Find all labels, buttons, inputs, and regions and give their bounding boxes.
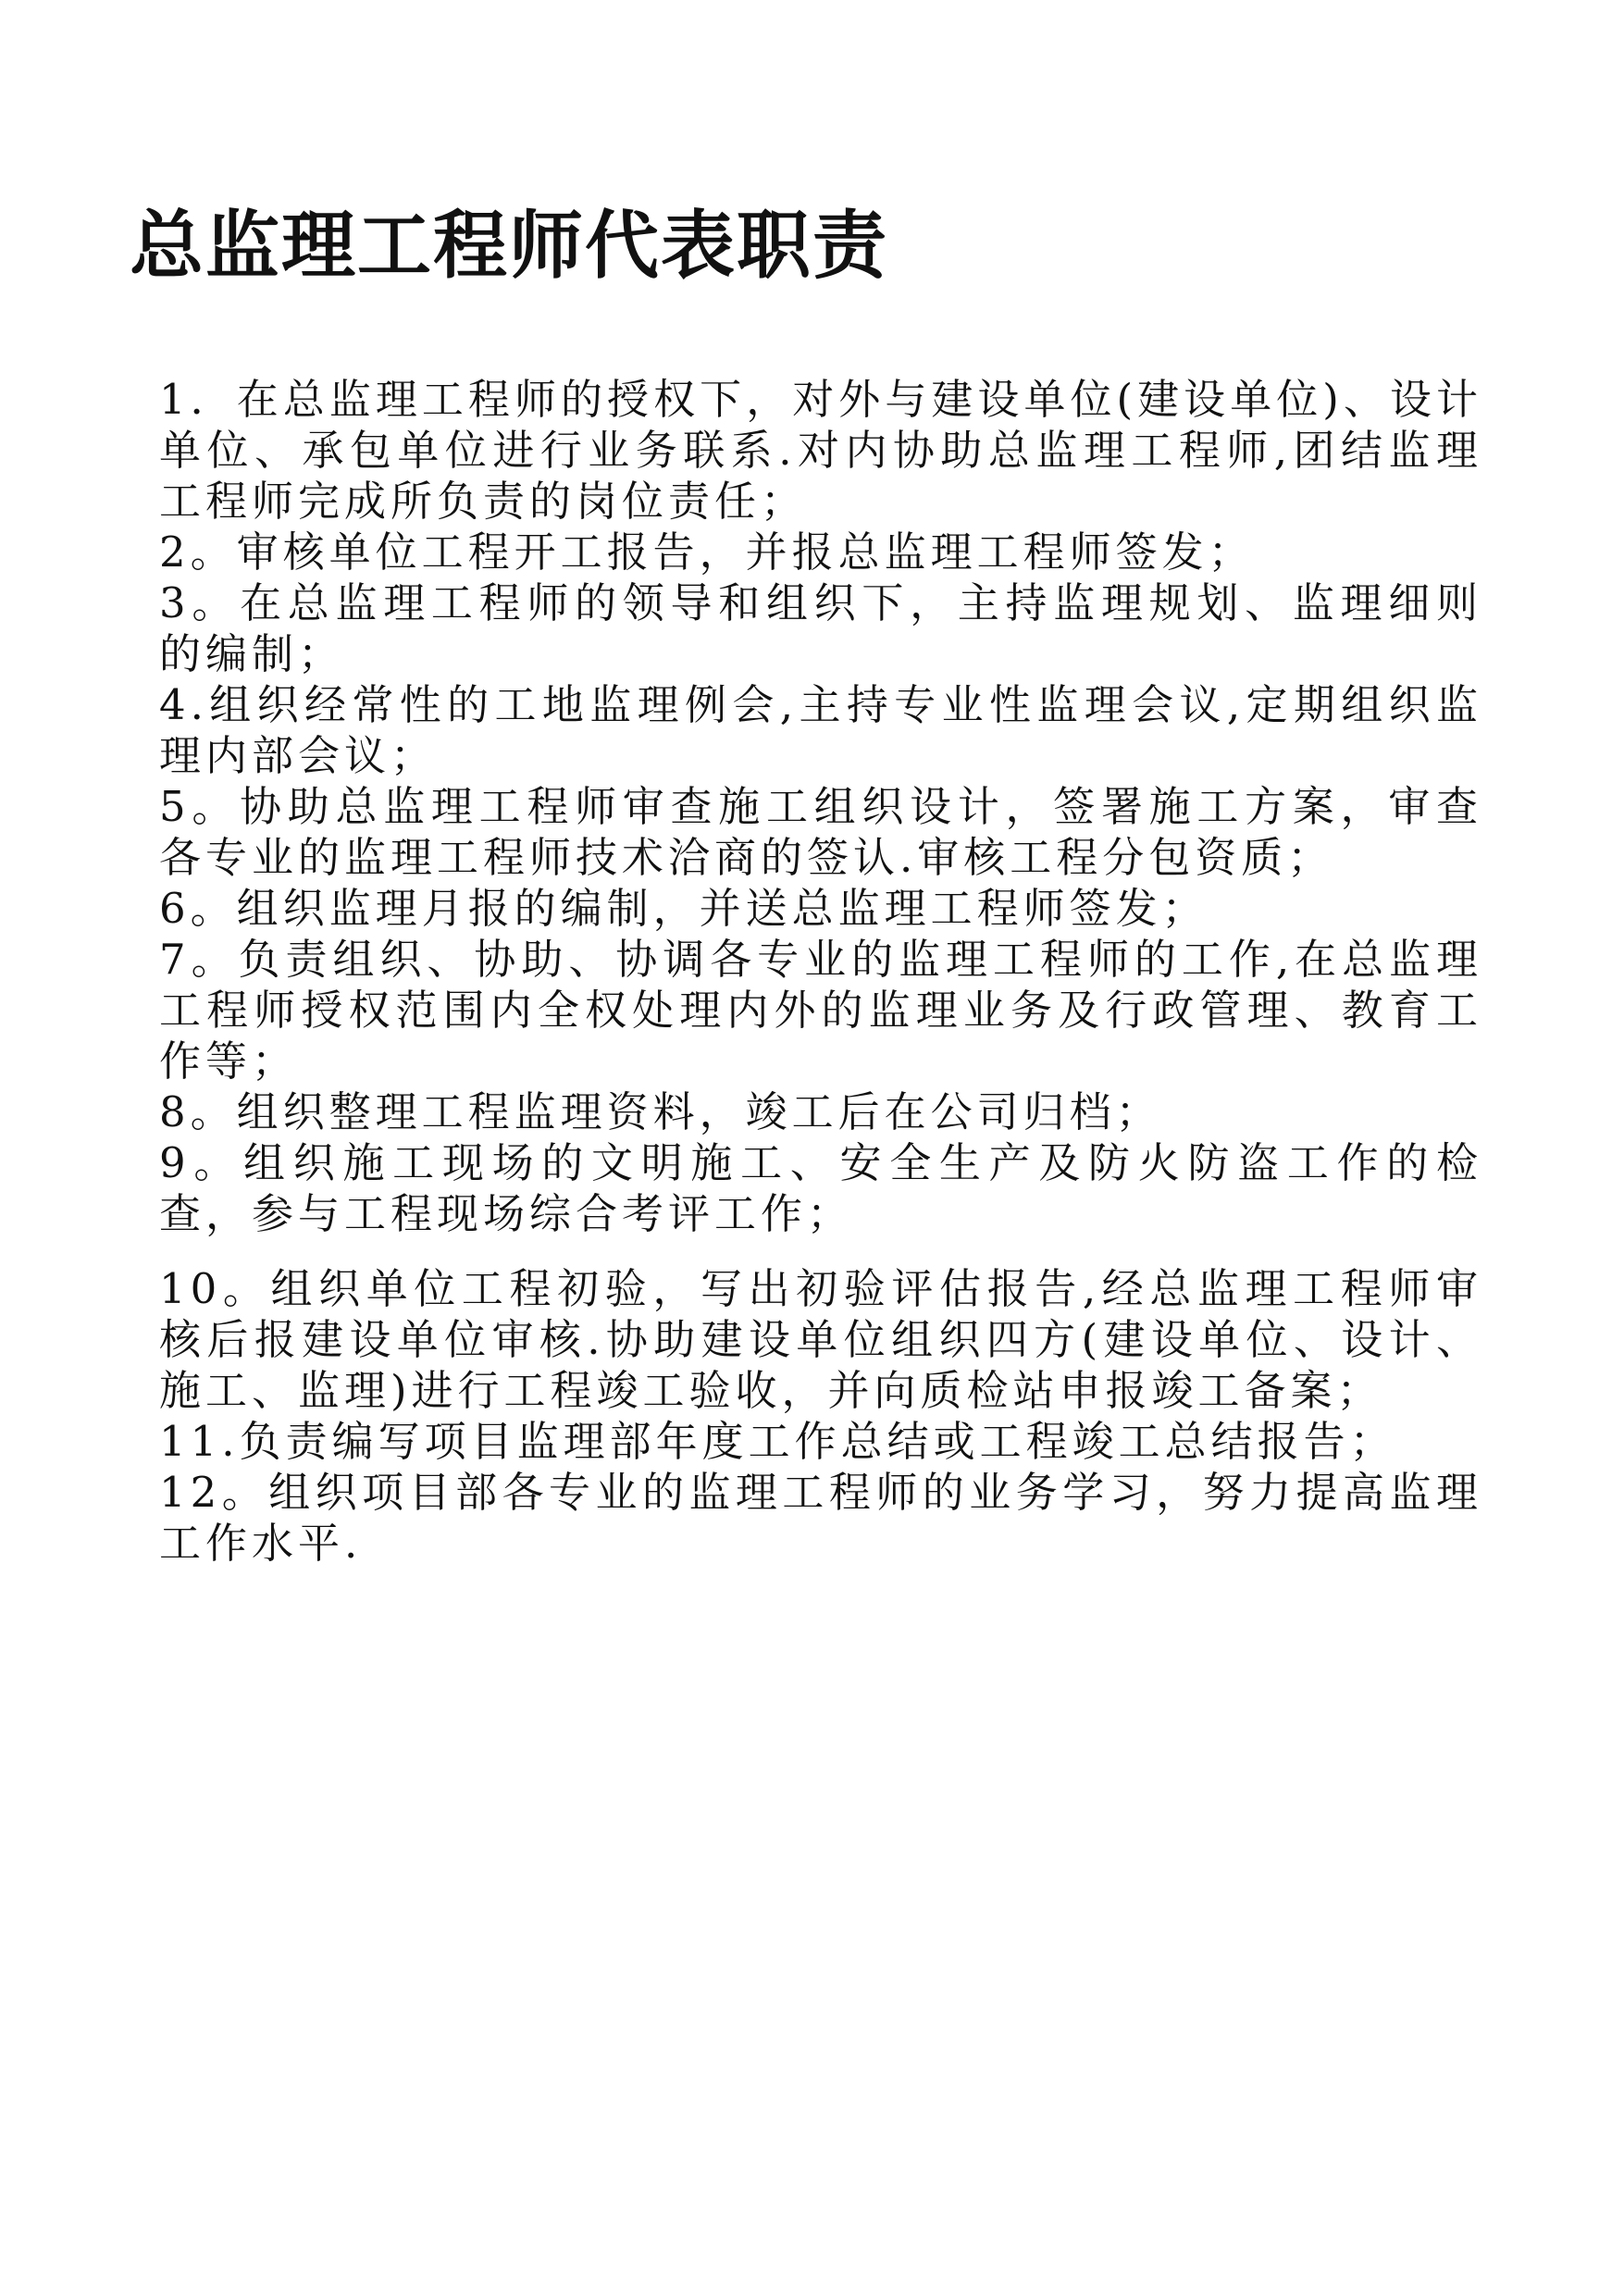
list-item: 10。组织单位工程初验，写出初验评估报告,经总监理工程师审核后报建设单位审核.协助建设单位组织四方(建设单位、设计、施工、监理)进行工程竣工验收，并向质检站申报竣工备案； [159, 1264, 1482, 1415]
list-item: 11.负责编写项目监理部年度工作总结或工程竣工总结报告； [159, 1417, 1396, 1466]
list-item: 2。审核单位工程开工报告，并报总监理工程师签发； [159, 527, 1255, 577]
list-item: 6。组织监理月报的编制，并送总监理工程师签发； [159, 884, 1209, 933]
duties-list [159, 374, 1482, 1569]
list-item: 4.组织经常性的工地监理例会,主持专业性监理会议,定期组织监理内部会议； [159, 680, 1482, 780]
list-item: 5。协助总监理工程师审查施工组织设计，签署施工方案，审查各专业的监理工程师技术洽商的签认.审核工程分包资质； [159, 782, 1482, 882]
list-item: 8。组织整理工程监理资料，竣工后在公司归档； [159, 1087, 1162, 1136]
list-item: 9。组织施工现场的文明施工、安全生产及防火防盗工作的检查，参与工程现场综合考评工作； [159, 1138, 1482, 1238]
list-item: 7。负责组织、协助、协调各专业的监理工程师的工作,在总监理工程师授权范围内全权处理内外的监理业务及行政管理、教育工作等； [159, 935, 1482, 1086]
page-title: 总监理工程师代表职责 [130, 203, 888, 289]
list-item: 1．在总监理工程师的授权下，对外与建设单位(建设单位)、设计单位、承包单位进行业务联系.对内协助总监理工程师,团结监理工程师完成所负责的岗位责任； [159, 375, 1482, 526]
list-item: 12。组织项目部各专业的监理工程师的业务学习，努力提高监理工作水平. [159, 1468, 1482, 1568]
list-item: 3。在总监理工程师的领导和组织下，主持监理规划、监理细则的编制； [159, 578, 1482, 678]
